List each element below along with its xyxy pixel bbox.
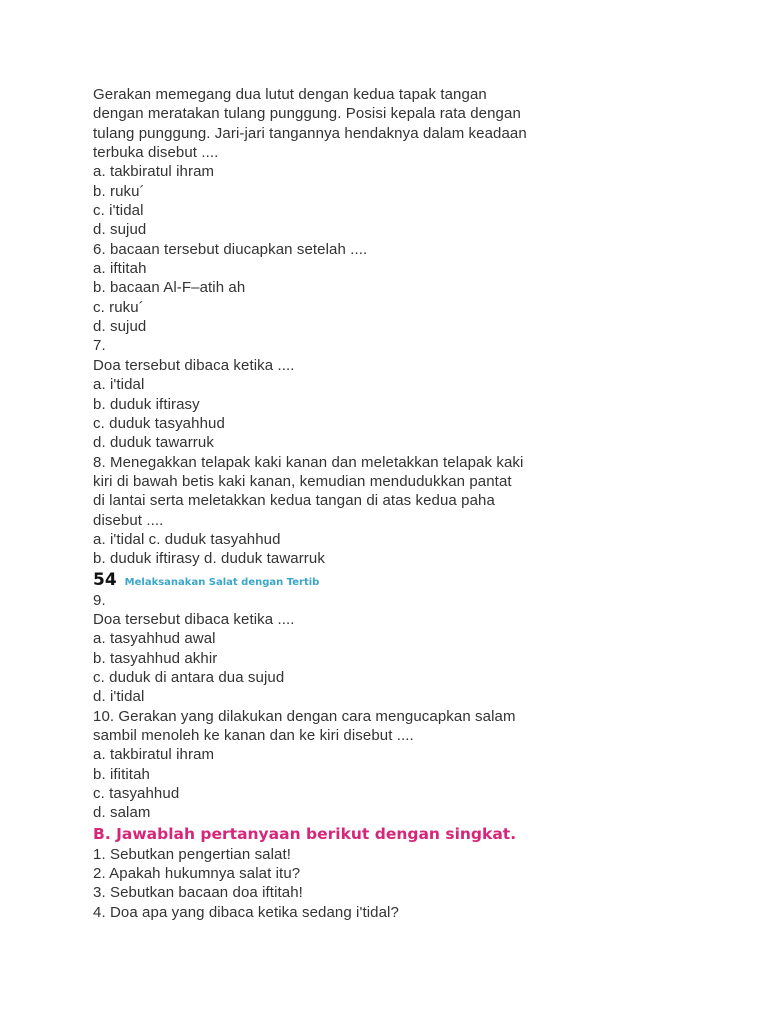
section-b-questions [93, 845, 633, 922]
chapter-title: Melaksanakan Salat dengan Tertib [124, 576, 320, 588]
text-line: c. ruku´ [93, 298, 144, 316]
text-line: b. duduk iftirasy [93, 395, 200, 413]
text-line: di lantai serta meletakkan kedua tangan di atas kedua paha [93, 492, 495, 510]
page-footer [93, 569, 633, 591]
text-line: b. ifititah [93, 765, 150, 783]
text-line: tulang punggung. Jari-jari tangannya hendaknya dalam keadaan [93, 124, 527, 142]
question-line: 1. Sebutkan pengertian salat! [93, 845, 292, 863]
text-line: d. salam [93, 804, 151, 822]
text-line: Gerakan memegang dua lutut dengan kedua tapak tangan [93, 86, 487, 103]
text-line: d. sujud [93, 318, 147, 336]
text-line: 7. [93, 337, 106, 355]
section-b-heading: B. Jawablah pertanyaan berikut dengan singkat. [93, 824, 517, 843]
text-line: d. sujud [93, 221, 147, 239]
text-line: 8. Menegakkan telapak kaki kanan dan meletakkan telapak kaki [93, 453, 524, 471]
text-line: c. duduk tasyahhud [93, 414, 225, 432]
question-line: 4. Doa apa yang dibaca ketika sedang i'tidal? [93, 903, 399, 921]
text-line: a. i'tidal c. duduk tasyahhud [93, 530, 281, 548]
text-line: d. i'tidal [93, 688, 145, 706]
text-line: a. iftitah [93, 260, 147, 278]
text-line: a. i'tidal [93, 376, 145, 394]
text-line: a. takbiratul ihram [93, 746, 215, 764]
text-line: a. takbiratul ihram [93, 163, 215, 181]
text-line: 9. [93, 591, 106, 609]
question-line: 2. Apakah hukumnya salat itu? [93, 865, 301, 883]
text-line: b. ruku´ [93, 182, 145, 200]
text-line: b. tasyahhud akhir [93, 649, 218, 667]
text-line: kiri di bawah betis kaki kanan, kemudian mendudukkan pantat [93, 472, 512, 490]
text-line: b. duduk iftirasy d. duduk tawarruk [93, 550, 325, 568]
text-line: c. tasyahhud [93, 785, 180, 803]
text-line: Doa tersebut dibaca ketika .... [93, 610, 295, 628]
question-line: 3. Sebutkan bacaan doa iftitah! [93, 884, 303, 902]
text-line: 10. Gerakan yang dilakukan dengan cara mengucapkan salam [93, 707, 516, 725]
document-page [93, 85, 633, 922]
text-line: b. bacaan Al-F–atih ah [93, 279, 246, 297]
multiple-choice-block-2 [93, 591, 633, 823]
text-line: 6. bacaan tersebut diucapkan setelah .... [93, 240, 368, 258]
text-line: a. tasyahhud awal [93, 630, 216, 648]
text-line: d. duduk tawarruk [93, 434, 214, 452]
text-line: c. duduk di antara dua sujud [93, 668, 285, 686]
text-line: disebut .... [93, 511, 164, 529]
text-line: Doa tersebut dibaca ketika .... [93, 356, 295, 374]
page-number: 54 [93, 569, 117, 590]
text-line: c. i'tidal [93, 202, 144, 220]
text-line: terbuka disebut .... [93, 144, 219, 162]
text-line: dengan meratakan tulang punggung. Posisi kepala rata dengan [93, 105, 521, 123]
text-line: sambil menoleh ke kanan dan ke kiri disebut .... [93, 727, 414, 744]
multiple-choice-block-1 [93, 85, 633, 569]
